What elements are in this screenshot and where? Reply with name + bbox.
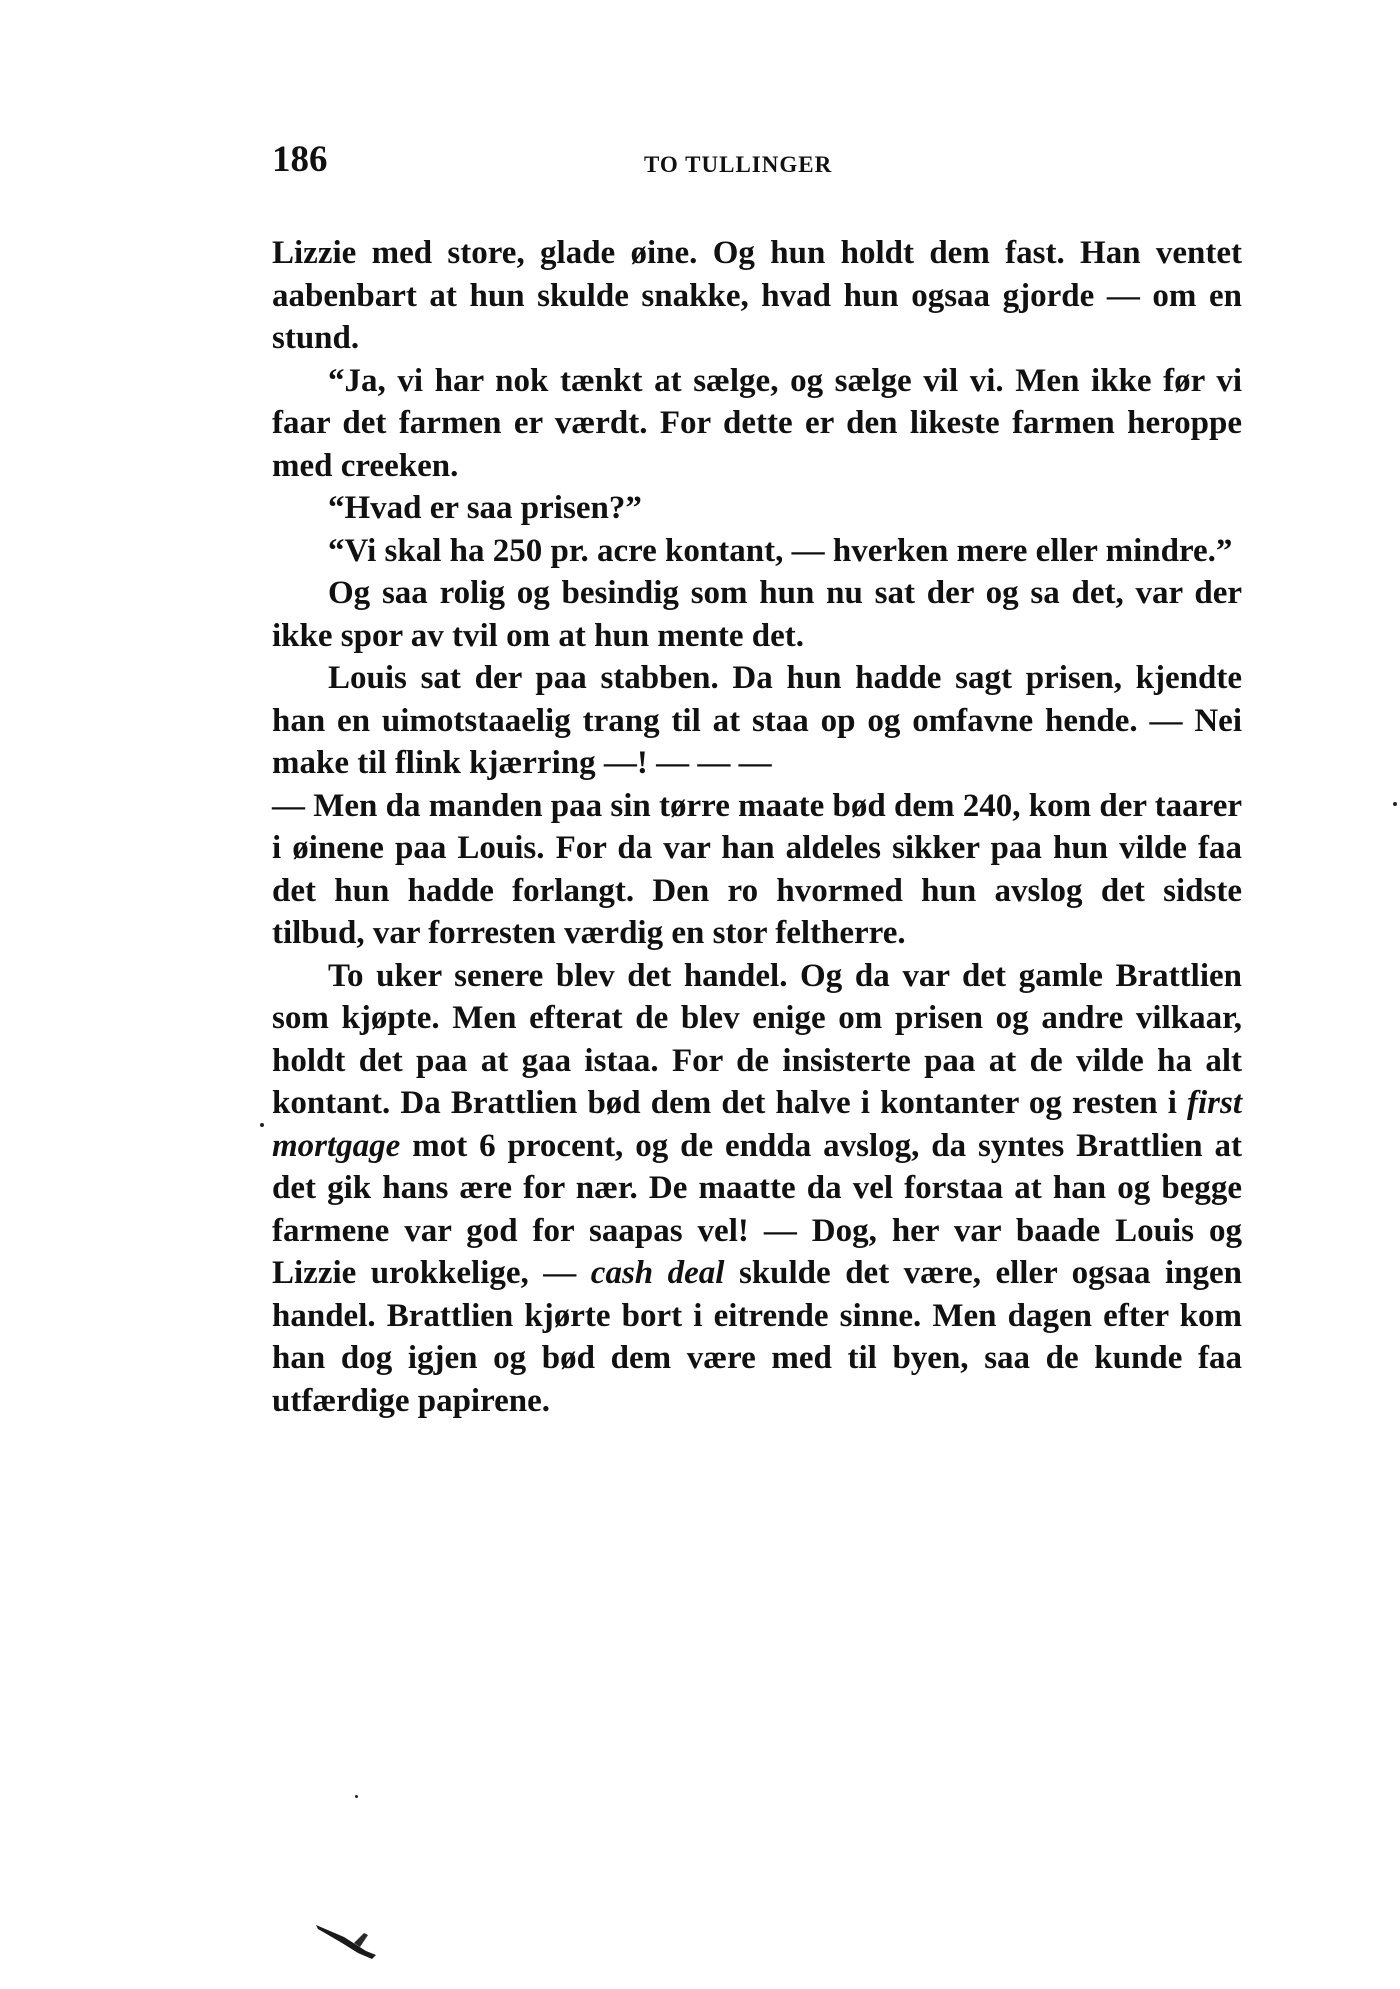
paragraph-8-part-1: To uker senere blev det handel. Og da var det gamle Brattlien som kjøpte. Men efterat de blev enige om prisen og andre vilkaar, holdt det paa at gaa istaa. For de insisterte paa at de vilde ha alt kontant. Da Brattlien bød dem det halve i kontanter og resten i — [272, 957, 1242, 1121]
scan-speck-right — [1393, 802, 1397, 806]
paragraph-8-part-2: mot 6 procent, og de endda avslog, da syntes Brattlien at det gik hans ære for nær. De maatte da vel forstaa at han og begge farmene var god for saapas vel! — Dog, her var baade Louis og Lizzie urokkelige, — — [272, 1127, 1242, 1291]
paragraph-6: Louis sat der paa stabben. Da hun hadde sagt prisen, kjendte han en uimotstaaelig trang til at staa op og omfavne hende. — Nei make til flink kjærring —! — — — — [272, 660, 1242, 781]
paragraph-3: “Hvad er saa prisen?” — [328, 490, 642, 526]
paragraph-8-part-3: skulde det være, eller ogsaa ingen handel. Brattlien kjørte bort i eitrende sinne. Men dagen efter kom han dog igjen og bød dem være med til byen, saa de kunde faa utfærdige papirene. — [272, 1255, 1243, 1419]
paragraph-4: “Vi skal ha 250 pr. acre kontant, — hverken mere eller mindre.” — [328, 532, 1233, 569]
page-number: 186 — [272, 139, 328, 180]
paragraph-8 — [272, 955, 1242, 1423]
running-title: TO TULLINGER — [644, 152, 833, 177]
paragraph-2: “Ja, vi har nok tænkt at sælge, og sælge vil vi. Men ikke før vi faar det farmen er værdt. For dette er den likeste farmen heroppe med creeken. — [272, 362, 1242, 484]
italic-cash-deal: cash deal — [590, 1255, 725, 1291]
scan-speck-lower — [355, 1795, 358, 1798]
scan-smudge-mark — [314, 1921, 384, 1961]
paragraph-7: — Men da manden paa sin tørre maate bød dem 240, kom der taarer i øinene paa Louis. For da var han aldeles sikker paa hun vilde faa det hun hadde forlangt. Den ro hvormed hun avslog det sidste tilbud, var forresten værdig en stor feltherre. — [272, 787, 1242, 951]
paragraph-1: Lizzie med store, glade øine. Og hun holdt dem fast. Han ventet aabenbart at hun skulde snakke, hvad hun ogsaa gjorde — om en stund. — [272, 235, 1242, 356]
italic-first-mortgage: first mortgage — [272, 1085, 1242, 1164]
body-text — [272, 232, 1242, 1422]
scan-speck-left — [260, 1123, 264, 1127]
paragraph-5: Og saa rolig og besindig som hun nu sat der og sa det, var der ikke spor av tvil om at hun mente det. — [272, 575, 1242, 654]
running-head — [272, 138, 1242, 188]
